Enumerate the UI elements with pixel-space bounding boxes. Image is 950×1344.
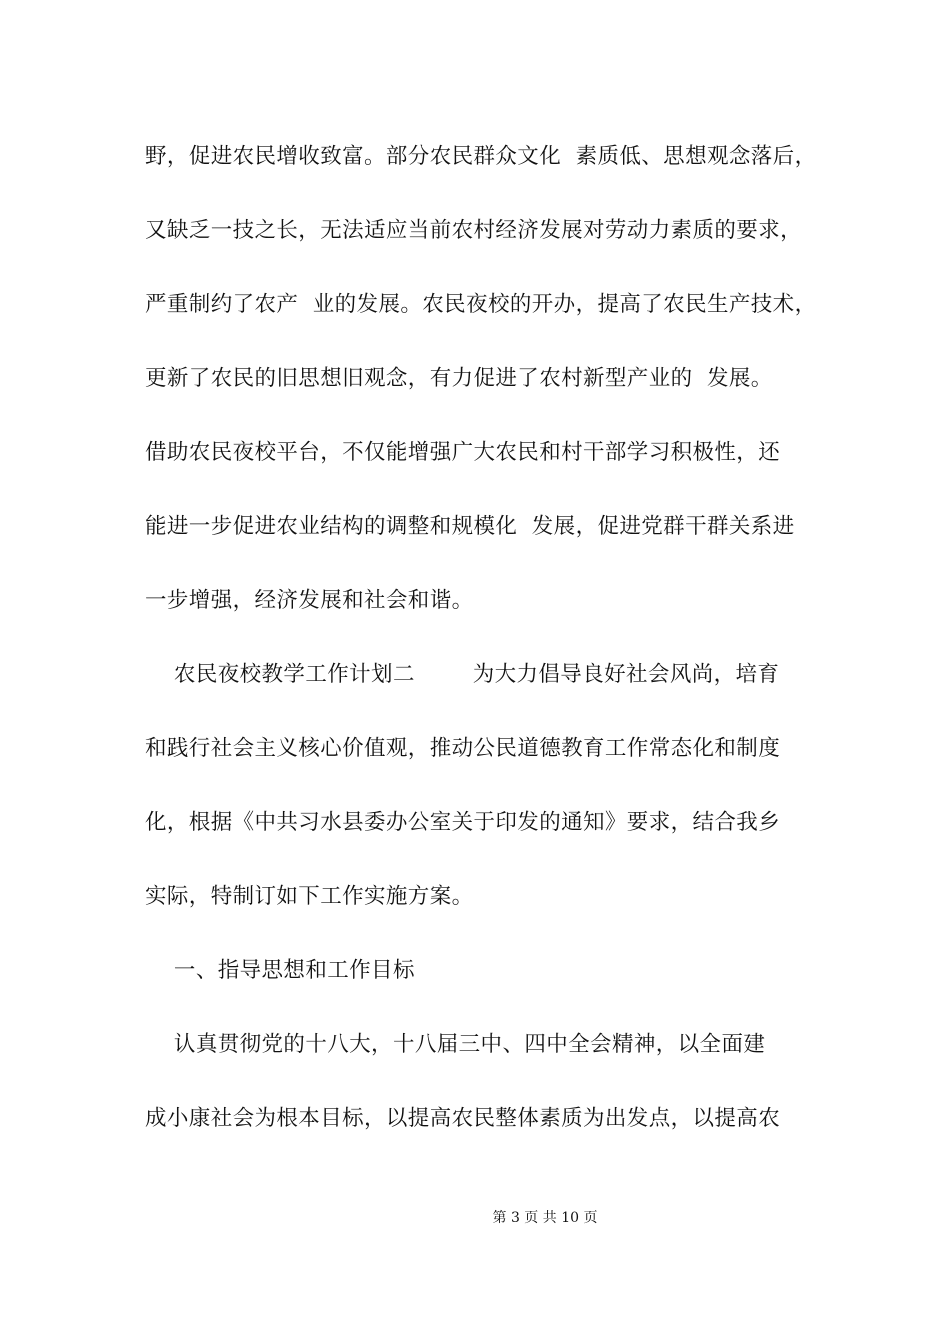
- body-text-line: 更新了农民的旧思想旧观念，有力促进了农村新型产业的 发展。: [145, 366, 773, 391]
- section-heading: 一、指导思想和工作目标: [145, 958, 415, 983]
- body-text-line: 一步增强，经济发展和社会和谐。: [145, 588, 474, 613]
- body-text-line: 借助农民夜校平台，不仅能增强广大农民和村干部学习积极性，还: [145, 440, 781, 465]
- body-text-line: 严重制约了农产 业的发展。农民夜校的开办，提高了农民生产技术，: [145, 292, 817, 317]
- body-text-line: 实际，特制订如下工作实施方案。: [145, 884, 474, 909]
- body-text-line: 野，促进农民增收致富。部分农民群众文化 素质低、思想观念落后，: [145, 144, 817, 169]
- body-text-line: 和践行社会主义核心价值观，推动公民道德教育工作常态化和制度: [145, 736, 781, 761]
- page-footer: 第 3 页 共 10 页: [492, 1210, 598, 1226]
- body-text-line: 认真贯彻党的十八大，十八届三中、四中全会精神，以全面建: [145, 1032, 766, 1057]
- body-text-line: 又缺乏一技之长，无法适应当前农村经济发展对劳动力素质的要求，: [145, 218, 803, 243]
- section-title-line: 农民夜校教学工作计划二 为大力倡导良好社会风尚，培育: [145, 662, 780, 687]
- body-text-line: 成小康社会为根本目标，以提高农民整体素质为出发点，以提高农: [145, 1106, 781, 1131]
- body-text-line: 能进一步促进农业结构的调整和规模化 发展，促进党群干群关系进: [145, 514, 795, 539]
- body-text-line: 化，根据《中共习水县委办公室关于印发的通知》要求，结合我乡: [145, 810, 781, 835]
